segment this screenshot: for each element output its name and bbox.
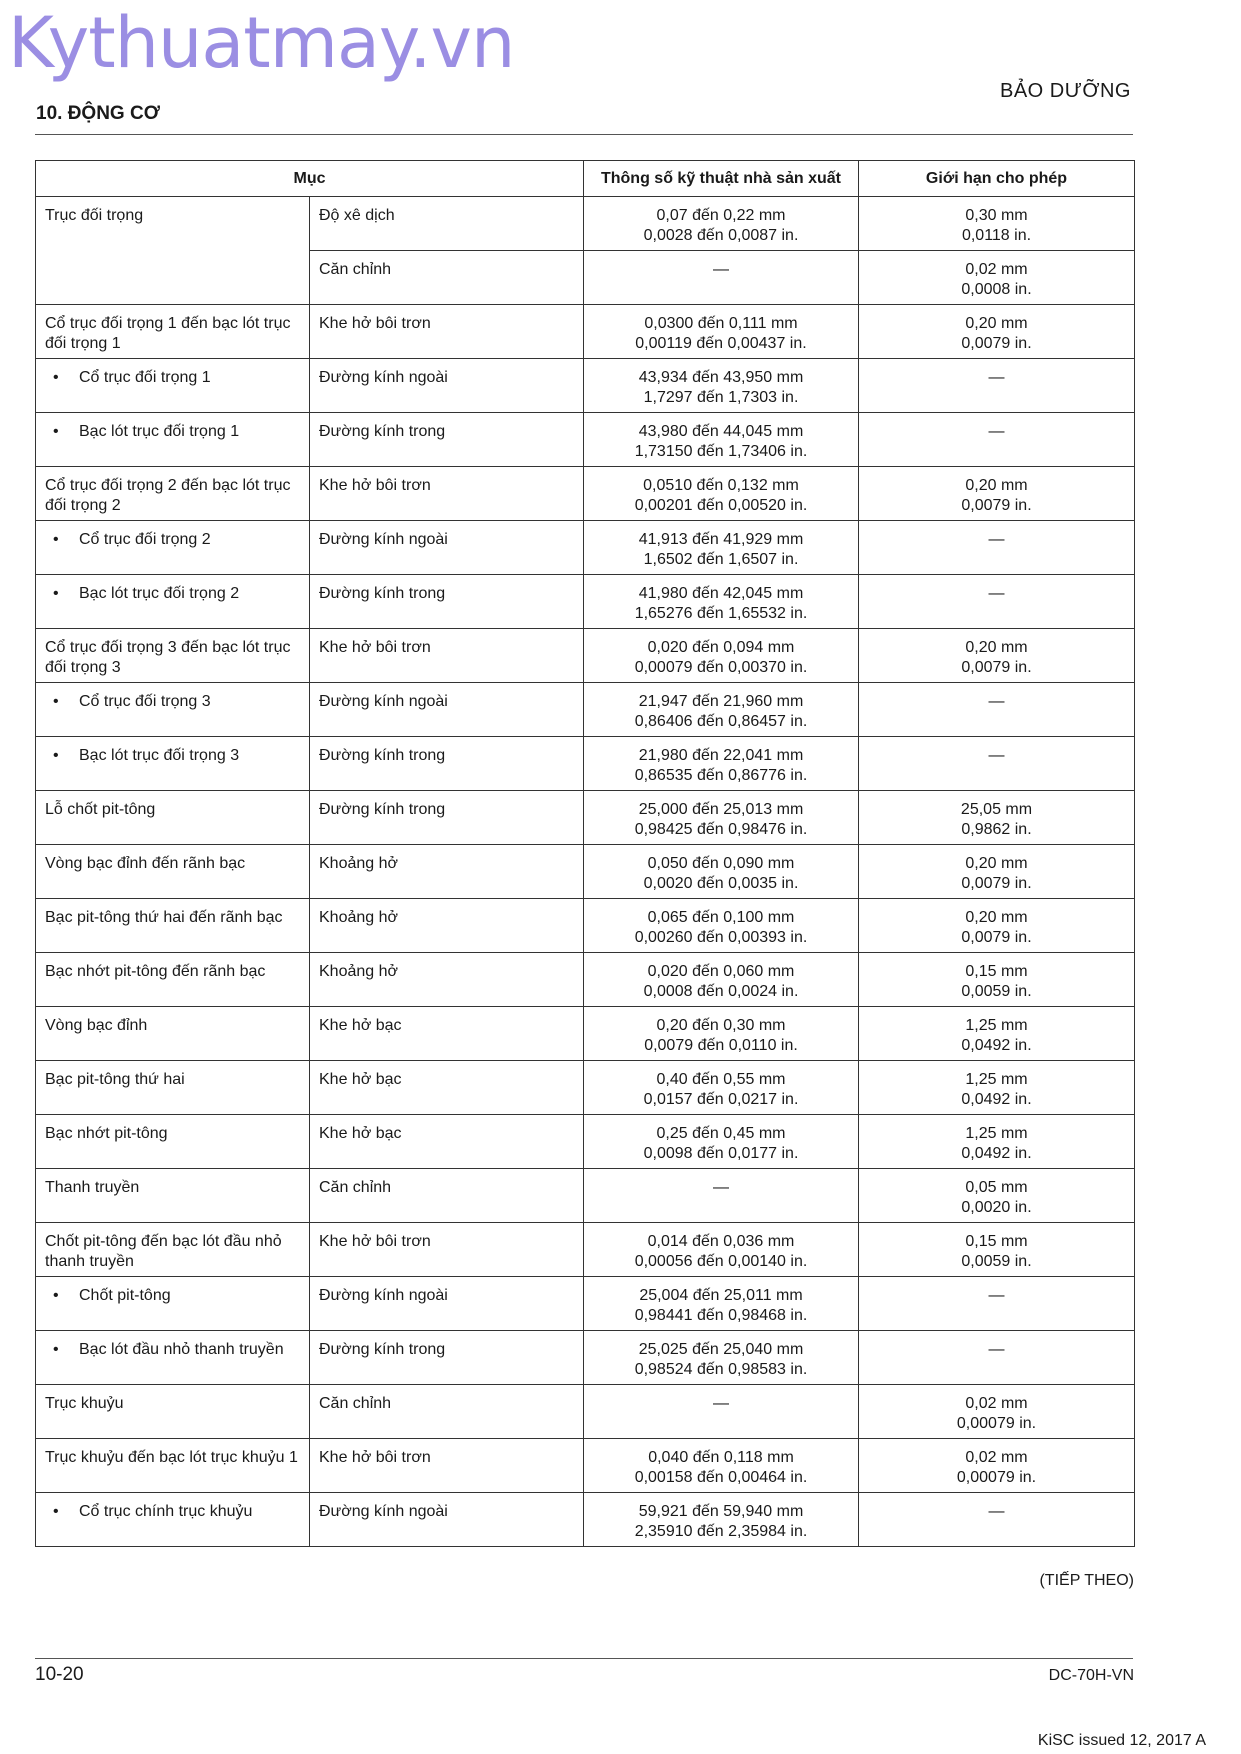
watermark-logo: Kythuatmay.vn — [8, 2, 515, 84]
spec-metric: — — [713, 261, 729, 278]
limit-cell — [859, 791, 1135, 845]
spec-metric: 43,980 đến 44,045 mm — [638, 423, 804, 440]
spec-metric: 0,014 đến 0,036 mm — [647, 1233, 795, 1250]
manufacturer-spec-cell — [584, 899, 859, 953]
measurement-cell — [310, 521, 584, 575]
limit-metric: 1,25 mm — [965, 1125, 1028, 1142]
item-label: Bạc pit-tông thứ hai đến rãnh bạc — [45, 909, 283, 926]
measurement-cell — [310, 1061, 584, 1115]
limit-imperial: 0,0079 in. — [961, 497, 1032, 514]
limit-cell — [859, 1493, 1135, 1547]
limit-cell — [859, 899, 1135, 953]
manufacturer-spec-cell — [584, 1223, 859, 1277]
measurement-label: Đường kính ngoài — [319, 1287, 448, 1304]
item-cell — [36, 953, 310, 1007]
spec-metric: 21,980 đến 22,041 mm — [638, 747, 804, 764]
measurement-label: Khoảng hở — [319, 909, 398, 926]
table-row — [36, 1493, 1135, 1547]
measurement-label: Đường kính ngoài — [319, 531, 448, 548]
item-cell — [36, 413, 310, 467]
spec-imperial: 2,35910 đến 2,35984 in. — [634, 1523, 808, 1540]
header-divider — [35, 134, 1133, 135]
footer-divider — [35, 1658, 1133, 1659]
measurement-cell — [310, 305, 584, 359]
item-label: Cổ trục chính trục khuỷu — [79, 1503, 253, 1520]
measurement-cell — [310, 845, 584, 899]
spec-imperial: 0,0008 đến 0,0024 in. — [643, 983, 799, 1000]
limit-cell — [859, 1061, 1135, 1115]
table-row — [36, 899, 1135, 953]
item-cell — [36, 1277, 310, 1331]
spec-imperial: 0,00119 đến 0,00437 in. — [635, 335, 807, 352]
item-cell — [36, 1331, 310, 1385]
limit-metric: — — [988, 369, 1005, 386]
spec-metric: 21,947 đến 21,960 mm — [638, 693, 804, 710]
table-row — [36, 575, 1135, 629]
spec-imperial: 0,0020 đến 0,0035 in. — [643, 875, 799, 892]
limit-metric: 0,20 mm — [965, 855, 1028, 872]
measurement-cell — [310, 1385, 584, 1439]
item-cell — [36, 359, 310, 413]
item-label: Chốt pit-tông — [79, 1287, 171, 1304]
item-label: Trục khuỷu — [45, 1395, 124, 1412]
item-label: Vòng bạc đỉnh — [45, 1017, 148, 1034]
measurement-cell — [310, 251, 584, 305]
spec-metric: 0,07 đến 0,22 mm — [656, 207, 786, 224]
bullet-icon: • — [53, 1287, 59, 1304]
limit-metric: 1,25 mm — [965, 1017, 1028, 1034]
spec-imperial: 0,0079 đến 0,0110 in. — [644, 1037, 798, 1054]
measurement-cell — [310, 467, 584, 521]
measurement-label: Khoảng hở — [319, 855, 398, 872]
limit-cell — [859, 359, 1135, 413]
manufacturer-spec-cell — [584, 1385, 859, 1439]
manufacturer-spec-cell — [584, 791, 859, 845]
item-cell — [36, 521, 310, 575]
spec-metric: 0,040 đến 0,118 mm — [648, 1449, 794, 1466]
limit-imperial: 0,0020 in. — [961, 1199, 1032, 1216]
measurement-label: Căn chỉnh — [319, 1395, 392, 1412]
limit-metric: — — [988, 693, 1005, 710]
spec-imperial: 0,0028 đến 0,0087 in. — [643, 227, 799, 244]
table-row — [36, 1061, 1135, 1115]
spec-imperial: 0,0098 đến 0,0177 in. — [643, 1145, 799, 1162]
limit-metric: 1,25 mm — [965, 1071, 1028, 1088]
measurement-cell — [310, 1223, 584, 1277]
bullet-icon: • — [53, 369, 59, 386]
limit-metric: 0,20 mm — [965, 639, 1028, 656]
spec-imperial: 1,73150 đến 1,73406 in. — [634, 443, 808, 460]
bullet-icon: • — [53, 423, 59, 440]
table-row — [36, 359, 1135, 413]
table-row — [36, 1277, 1135, 1331]
manufacturer-spec-cell — [584, 251, 859, 305]
item-label: Bạc lót đầu nhỏ thanh truyền — [79, 1341, 284, 1358]
limit-imperial: 0,0059 in. — [961, 1253, 1032, 1270]
manufacturer-spec-cell — [584, 1439, 859, 1493]
limit-imperial: 0,0059 in. — [961, 983, 1032, 1000]
spec-imperial: 0,0157 đến 0,0217 in. — [643, 1091, 799, 1108]
measurement-cell — [310, 575, 584, 629]
measurement-cell — [310, 197, 584, 251]
spec-metric: 0,40 đến 0,55 mm — [656, 1071, 786, 1088]
manufacturer-spec-cell — [584, 737, 859, 791]
limit-metric: 0,02 mm — [965, 261, 1028, 278]
page-number: 10-20 — [35, 1664, 84, 1685]
spec-metric: 0,065 đến 0,100 mm — [647, 909, 795, 926]
manufacturer-spec-cell — [584, 1493, 859, 1547]
measurement-cell — [310, 737, 584, 791]
header-manufacturer-spec: Thông số kỹ thuật nhà sản xuất — [584, 161, 859, 197]
spec-imperial: 1,65276 đến 1,65532 in. — [634, 605, 808, 622]
manufacturer-spec-cell — [584, 521, 859, 575]
manufacturer-spec-cell — [584, 683, 859, 737]
limit-cell — [859, 1007, 1135, 1061]
spec-metric: 0,0510 đến 0,132 mm — [643, 477, 799, 494]
measurement-label: Khe hở bôi trơn — [319, 1449, 431, 1466]
item-cell — [36, 1007, 310, 1061]
item-label: Cổ trục đối trọng 3 đến bạc lót trục đối trọng 3 — [45, 639, 291, 676]
limit-cell — [859, 1115, 1135, 1169]
measurement-label: Đường kính trong — [319, 801, 446, 818]
table-header-row — [36, 161, 1135, 197]
spec-imperial: 0,00201 đến 0,00520 in. — [634, 497, 808, 514]
item-cell — [36, 1169, 310, 1223]
limit-imperial: 0,9862 in. — [961, 821, 1032, 838]
measurement-label: Đường kính trong — [319, 1341, 446, 1358]
measurement-label: Khe hở bôi trơn — [319, 477, 431, 494]
limit-cell — [859, 251, 1135, 305]
document-code: DC-70H-VN — [1048, 1667, 1134, 1684]
item-cell — [36, 575, 310, 629]
manufacturer-spec-cell — [584, 1115, 859, 1169]
limit-cell — [859, 683, 1135, 737]
item-label: Trục đối trọng — [45, 207, 144, 224]
spec-metric: 0,25 đến 0,45 mm — [656, 1125, 786, 1142]
table-row — [36, 413, 1135, 467]
table-row — [36, 1115, 1135, 1169]
limit-metric: 0,05 mm — [965, 1179, 1028, 1196]
table-row — [36, 1439, 1135, 1493]
item-cell — [36, 1223, 310, 1277]
item-label: Vòng bạc đỉnh đến rãnh bạc — [45, 855, 246, 872]
spec-metric: 0,020 đến 0,094 mm — [647, 639, 795, 656]
manufacturer-spec-cell — [584, 629, 859, 683]
continued-note: (TIẾP THEO) — [1039, 1572, 1134, 1589]
limit-imperial: 0,0492 in. — [961, 1145, 1032, 1162]
limit-metric: 0,20 mm — [965, 477, 1028, 494]
spec-imperial: 0,86535 đến 0,86776 in. — [634, 767, 808, 784]
limit-imperial: 0,0079 in. — [961, 659, 1032, 676]
section-title: 10. ĐỘNG CƠ — [36, 103, 160, 124]
item-label: Bạc lót trục đối trọng 1 — [79, 423, 240, 440]
measurement-label: Khe hở bôi trơn — [319, 639, 431, 656]
limit-cell — [859, 845, 1135, 899]
spec-imperial: 0,98441 đến 0,98468 in. — [634, 1307, 808, 1324]
limit-cell — [859, 575, 1135, 629]
item-cell — [36, 1385, 310, 1439]
limit-imperial: 0,0008 in. — [961, 281, 1032, 298]
measurement-label: Đường kính ngoài — [319, 1503, 448, 1520]
item-cell — [36, 1061, 310, 1115]
limit-imperial: 0,0492 in. — [961, 1091, 1032, 1108]
measurement-label: Khe hở bôi trơn — [319, 1233, 431, 1250]
spec-imperial: 0,00260 đến 0,00393 in. — [634, 929, 808, 946]
manufacturer-spec-cell — [584, 359, 859, 413]
limit-cell — [859, 629, 1135, 683]
item-label: Cổ trục đối trọng 3 — [79, 693, 211, 710]
measurement-cell — [310, 1115, 584, 1169]
item-label: Bạc nhớt pit-tông đến rãnh bạc — [45, 963, 266, 980]
measurement-label: Khe hở bạc — [319, 1071, 402, 1088]
table-row — [36, 1223, 1135, 1277]
header-allowable-limit: Giới hạn cho phép — [859, 161, 1135, 197]
limit-metric: — — [988, 1341, 1005, 1358]
item-label: Cổ trục đối trọng 1 đến bạc lót trục đối trọng 1 — [45, 315, 291, 352]
spec-imperial: 1,7297 đến 1,7303 in. — [643, 389, 799, 406]
spec-imperial: 0,98425 đến 0,98476 in. — [634, 821, 808, 838]
spec-metric: — — [713, 1179, 729, 1196]
spec-imperial: 0,00056 đến 0,00140 in. — [634, 1253, 808, 1270]
spec-metric: 41,980 đến 42,045 mm — [638, 585, 804, 602]
limit-imperial: 0,0079 in. — [961, 929, 1032, 946]
bullet-icon: • — [53, 531, 59, 548]
bullet-icon: • — [53, 693, 59, 710]
limit-imperial: 0,00079 in. — [956, 1415, 1037, 1432]
limit-metric: 25,05 mm — [960, 801, 1033, 818]
table-body — [36, 197, 1135, 1547]
item-label: Bạc pit-tông thứ hai — [45, 1071, 185, 1088]
item-label: Trục khuỷu đến bạc lót trục khuỷu 1 — [45, 1449, 298, 1466]
manufacturer-spec-cell — [584, 467, 859, 521]
spec-metric: 0,20 đến 0,30 mm — [656, 1017, 786, 1034]
limit-imperial: 0,0079 in. — [961, 335, 1032, 352]
table-row — [36, 305, 1135, 359]
spec-metric: 43,934 đến 43,950 mm — [638, 369, 804, 386]
manufacturer-spec-cell — [584, 1007, 859, 1061]
item-label: Cổ trục đối trọng 2 đến bạc lót trục đối trọng 2 — [45, 477, 291, 514]
limit-metric: — — [988, 531, 1005, 548]
measurement-label: Đường kính trong — [319, 747, 446, 764]
table-row — [36, 1385, 1135, 1439]
measurement-cell — [310, 1277, 584, 1331]
limit-cell — [859, 1169, 1135, 1223]
limit-imperial: 0,0118 in. — [961, 227, 1032, 244]
limit-metric: 0,20 mm — [965, 909, 1028, 926]
item-label: Bạc lót trục đối trọng 3 — [79, 747, 240, 764]
bullet-icon: • — [53, 585, 59, 602]
measurement-cell — [310, 1169, 584, 1223]
item-cell — [36, 1439, 310, 1493]
measurement-label: Khoảng hở — [319, 963, 398, 980]
measurement-cell — [310, 899, 584, 953]
item-cell — [36, 1493, 310, 1547]
table-row — [36, 845, 1135, 899]
limit-cell — [859, 737, 1135, 791]
spec-imperial: 0,98524 đến 0,98583 in. — [634, 1361, 808, 1378]
item-cell — [36, 791, 310, 845]
item-cell — [36, 845, 310, 899]
limit-metric: — — [988, 423, 1005, 440]
limit-cell — [859, 1277, 1135, 1331]
limit-cell — [859, 1439, 1135, 1493]
limit-cell — [859, 521, 1135, 575]
limit-metric: 0,30 mm — [965, 207, 1028, 224]
spec-imperial: 0,86406 đến 0,86457 in. — [634, 713, 808, 730]
measurement-cell — [310, 791, 584, 845]
limit-cell — [859, 1385, 1135, 1439]
manufacturer-spec-cell — [584, 1331, 859, 1385]
item-label: Cổ trục đối trọng 2 — [79, 531, 211, 548]
measurement-label: Đường kính trong — [319, 423, 446, 440]
bullet-icon: • — [53, 1341, 59, 1358]
limit-cell — [859, 1223, 1135, 1277]
measurement-label: Khe hở bôi trơn — [319, 315, 431, 332]
measurement-cell — [310, 413, 584, 467]
measurement-cell — [310, 1331, 584, 1385]
limit-metric: — — [988, 1287, 1005, 1304]
table-row — [36, 197, 1135, 251]
spec-metric: 41,913 đến 41,929 mm — [638, 531, 804, 548]
limit-metric: 0,20 mm — [965, 315, 1028, 332]
measurement-label: Căn chỉnh — [319, 261, 392, 278]
spec-metric: 25,000 đến 25,013 mm — [638, 801, 804, 818]
spec-imperial: 0,00079 đến 0,00370 in. — [634, 659, 808, 676]
limit-metric: 0,15 mm — [965, 963, 1028, 980]
spec-metric: 25,004 đến 25,011 mm — [639, 1287, 803, 1304]
item-label: Bạc lót trục đối trọng 2 — [79, 585, 240, 602]
table-row — [36, 1331, 1135, 1385]
limit-metric: 0,15 mm — [965, 1233, 1028, 1250]
header-item: Mục — [36, 161, 584, 197]
measurement-label: Khe hở bạc — [319, 1017, 402, 1034]
measurement-cell — [310, 1493, 584, 1547]
table-row — [36, 953, 1135, 1007]
manufacturer-spec-cell — [584, 1061, 859, 1115]
manufacturer-spec-cell — [584, 305, 859, 359]
limit-metric: 0,02 mm — [965, 1449, 1028, 1466]
measurement-label: Căn chỉnh — [319, 1179, 392, 1196]
measurement-label: Đường kính ngoài — [319, 693, 448, 710]
item-cell — [36, 305, 310, 359]
manufacturer-spec-cell — [584, 197, 859, 251]
item-label: Thanh truyền — [45, 1179, 140, 1196]
manufacturer-spec-cell — [584, 1277, 859, 1331]
item-label: Bạc nhớt pit-tông — [45, 1125, 168, 1142]
spec-imperial: 1,6502 đến 1,6507 in. — [643, 551, 799, 568]
chapter-title: BẢO DƯỠNG — [1000, 80, 1131, 102]
spec-metric: 0,050 đến 0,090 mm — [647, 855, 795, 872]
item-label: Cổ trục đối trọng 1 — [79, 369, 211, 386]
measurement-cell — [310, 359, 584, 413]
spec-imperial: 0,00158 đến 0,00464 in. — [634, 1469, 808, 1486]
measurement-cell — [310, 1439, 584, 1493]
item-cell — [36, 899, 310, 953]
item-cell — [36, 737, 310, 791]
spec-metric: 0,020 đến 0,060 mm — [647, 963, 795, 980]
spec-metric: 25,025 đến 25,040 mm — [638, 1341, 804, 1358]
item-cell — [36, 197, 310, 305]
limit-metric: — — [988, 1503, 1005, 1520]
item-cell — [36, 467, 310, 521]
limit-cell — [859, 467, 1135, 521]
manufacturer-spec-cell — [584, 845, 859, 899]
item-cell — [36, 629, 310, 683]
limit-cell — [859, 305, 1135, 359]
limit-imperial: 0,0492 in. — [961, 1037, 1032, 1054]
manufacturer-spec-cell — [584, 413, 859, 467]
table-row — [36, 737, 1135, 791]
measurement-cell — [310, 953, 584, 1007]
limit-cell — [859, 413, 1135, 467]
measurement-cell — [310, 1007, 584, 1061]
manufacturer-spec-cell — [584, 953, 859, 1007]
measurement-cell — [310, 683, 584, 737]
limit-cell — [859, 953, 1135, 1007]
spec-metric: 0,0300 đến 0,111 mm — [644, 315, 798, 332]
limit-metric: — — [988, 747, 1005, 764]
limit-cell — [859, 1331, 1135, 1385]
measurement-label: Độ xê dịch — [319, 207, 395, 224]
limit-imperial: 0,00079 in. — [956, 1469, 1037, 1486]
spec-table — [35, 160, 1135, 1547]
table-row — [36, 683, 1135, 737]
measurement-label: Khe hở bạc — [319, 1125, 402, 1142]
item-cell — [36, 1115, 310, 1169]
manufacturer-spec-cell — [584, 1169, 859, 1223]
spec-metric: 59,921 đến 59,940 mm — [638, 1503, 804, 1520]
table-row — [36, 1007, 1135, 1061]
limit-metric: — — [988, 585, 1005, 602]
measurement-label: Đường kính trong — [319, 585, 446, 602]
item-label: Lỗ chốt pit-tông — [45, 801, 156, 818]
measurement-label: Đường kính ngoài — [319, 369, 448, 386]
bullet-icon: • — [53, 1503, 59, 1520]
spec-metric: — — [713, 1395, 729, 1412]
table-row — [36, 629, 1135, 683]
table-row — [36, 791, 1135, 845]
limit-metric: 0,02 mm — [965, 1395, 1028, 1412]
item-label: Chốt pit-tông đến bạc lót đầu nhỏ thanh truyền — [45, 1233, 282, 1270]
measurement-cell — [310, 629, 584, 683]
table-row — [36, 521, 1135, 575]
table-row — [36, 1169, 1135, 1223]
issue-note: KiSC issued 12, 2017 A — [1037, 1732, 1206, 1749]
table-row — [36, 467, 1135, 521]
limit-imperial: 0,0079 in. — [961, 875, 1032, 892]
manufacturer-spec-cell — [584, 575, 859, 629]
item-cell — [36, 683, 310, 737]
limit-cell — [859, 197, 1135, 251]
bullet-icon: • — [53, 747, 59, 764]
